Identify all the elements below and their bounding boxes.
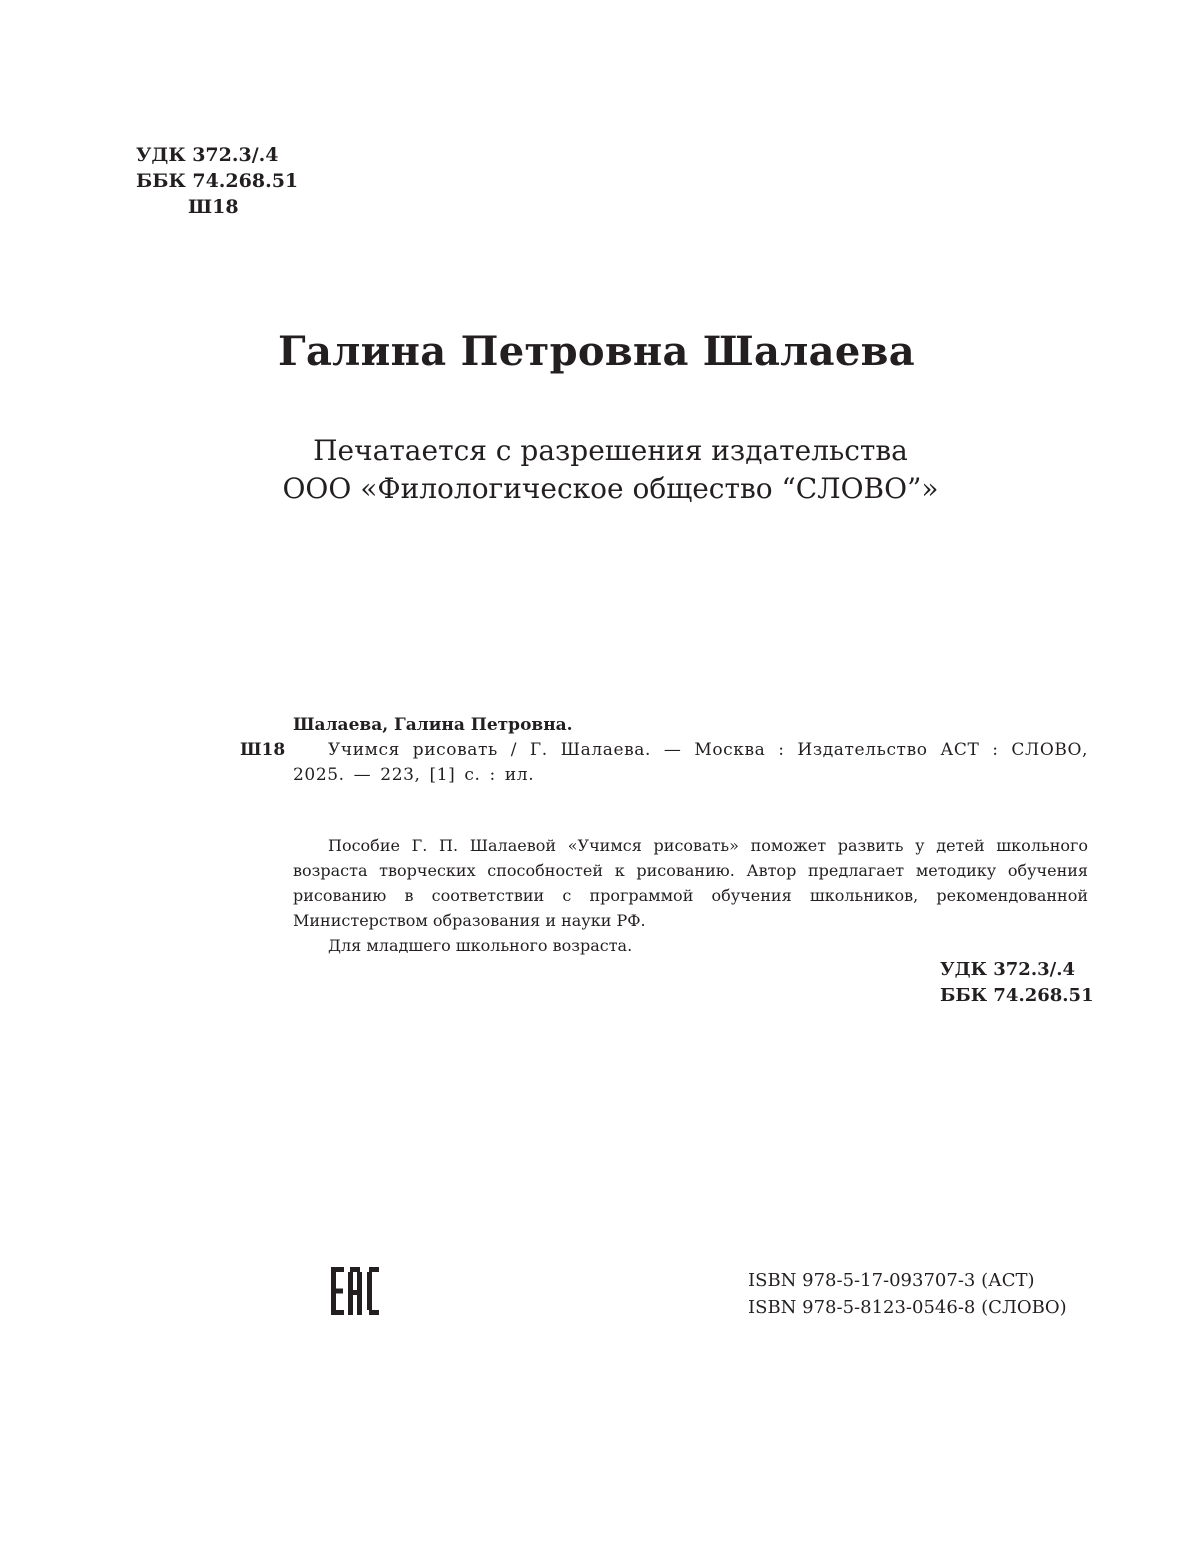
isbn-ast: ISBN 978-5-17-093707-3 (АСТ)	[748, 1270, 1035, 1291]
permission-line-1: Печатается с разрешения издательства	[313, 434, 908, 467]
catalog-description: Учимся рисовать / Г. Шалаева. — Москва : Издательство АСТ : СЛОВО, 2025. — 223, [1] с. : ил.	[293, 740, 1088, 785]
author-sign: Ш18	[188, 196, 239, 218]
udk-code-bottom: УДК 372.3/.4	[940, 959, 1075, 980]
catalog-heading: Шалаева, Галина Петровна.	[293, 715, 573, 735]
permission-line-2: ООО «Филологическое общество “СЛОВО”»	[282, 472, 939, 505]
isbn-block	[748, 1267, 1067, 1321]
catalog-author-sign: Ш18	[240, 740, 286, 760]
catalog-entry	[240, 713, 1088, 788]
annotation-paragraph: Пособие Г. П. Шалаевой «Учимся рисовать» поможет развить у детей школьного возраста творческих способностей к рисованию. Автор предлагает методику обучения рисованию в соответствии с программой обучения школьников, рекомендованной Министерством образования и науки РФ.	[293, 836, 1088, 930]
isbn-slovo: ISBN 978-5-8123-0546-8 (СЛОВО)	[748, 1297, 1067, 1318]
author-title: Галина Петровна Шалаева	[278, 328, 915, 375]
permission-notice	[0, 432, 1193, 508]
annotation-audience: Для младшего школьного возраста.	[328, 936, 633, 955]
bottom-classification-codes	[940, 957, 1094, 1009]
bbk-code: ББК 74.268.51	[136, 170, 299, 192]
udk-code: УДК 372.3/.4	[136, 144, 279, 166]
eac-conformity-icon	[330, 1266, 380, 1316]
bbk-code-bottom: ББК 74.268.51	[940, 985, 1094, 1006]
annotation	[293, 833, 1088, 958]
eac-logo-graphic	[330, 1266, 380, 1316]
top-classification-codes	[136, 142, 298, 220]
